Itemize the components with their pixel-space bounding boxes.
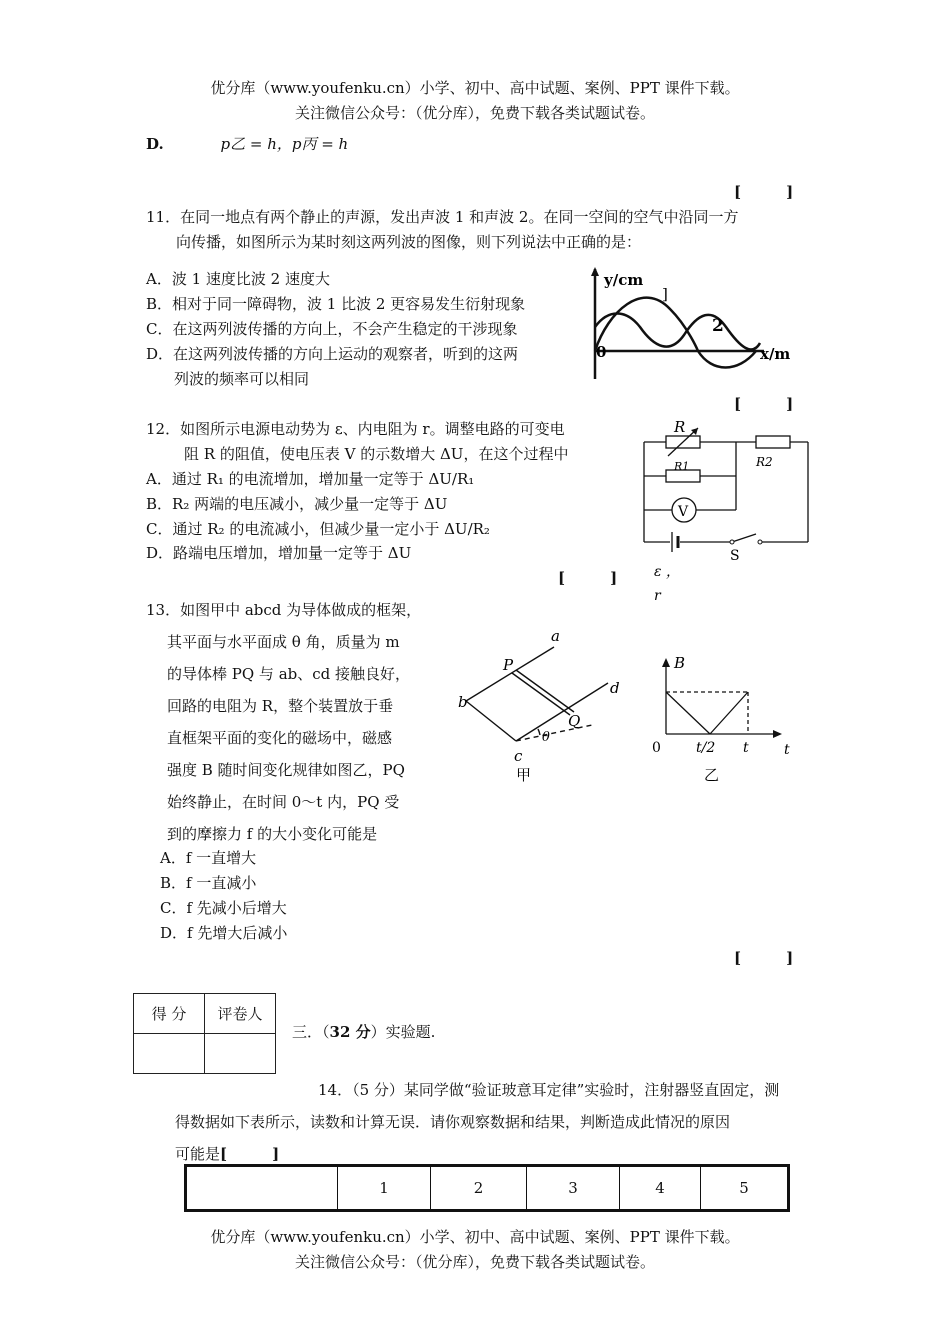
q13-line8: 到的摩擦力 f 的大小变化可能是 <box>167 825 378 843</box>
graph-label-B: B <box>674 654 686 672</box>
graph-label-origin: 0 <box>652 740 661 756</box>
wave-origin-label: 0 <box>596 343 607 361</box>
rail-b-c <box>466 701 516 741</box>
resistor-R2 <box>756 436 790 448</box>
caption-jia: 甲 <box>516 766 532 784</box>
q10-option-d <box>146 133 348 154</box>
label-r: r <box>654 588 661 604</box>
label-P: P <box>503 656 514 674</box>
answer-bracket-q12[interactable]: [ ] <box>558 569 618 587</box>
q12-option-a: A．通过 R₁ 的电流增加，增加量一定等于 ΔU/R₁ <box>146 470 475 488</box>
page-footer-line1: 优分库（www.youfenku.cn）小学、初中、高中试题、案例、PPT 课件下载。 <box>210 1228 740 1246</box>
label-S: S <box>730 548 740 564</box>
switch-S <box>732 534 756 542</box>
label-a: a <box>551 627 560 645</box>
q11-option-d-cont: 列波的频率可以相同 <box>174 370 310 388</box>
label-c: c <box>514 747 523 765</box>
page-header-line1: 优分库（www.youfenku.cn）小学、初中、高中试题、案例、PPT 课件下载。 <box>210 79 740 97</box>
graph-line-up <box>710 692 748 734</box>
score-cell-grader[interactable] <box>205 1034 276 1074</box>
label-R1: R1 <box>674 460 690 473</box>
answer-bracket-q14[interactable]: [ ] <box>220 1145 280 1163</box>
q13-option-a: A．f 一直增大 <box>160 849 257 867</box>
wave-x-label: x/m <box>760 345 791 363</box>
q13-option-b: B．f 一直减小 <box>160 874 257 892</box>
wave-1-curve <box>595 298 698 351</box>
rod-PQ-2 <box>516 670 574 712</box>
answer-bracket-q10[interactable]: [ ] <box>734 183 794 201</box>
q12-stem-line2: 阻 R 的阻值，使电压表 V 的示数增大 ΔU，在这个过程中 <box>184 445 569 463</box>
q11-option-b: B．相对于同一障碍物，波 1 比波 2 更容易发生衍射现象 <box>146 295 526 313</box>
wave-label-2: 2 <box>712 316 724 336</box>
wave-1-tail <box>698 351 756 368</box>
caption-yi: 乙 <box>704 766 720 784</box>
q12-option-b: B．R₂ 两端的电压减小，减少量一定等于 ΔU <box>146 495 448 513</box>
q10-option-d-text: p乙 = h，p丙 = h <box>220 135 349 153</box>
q13-line6: 强度 B 随时间变化规律如图乙，PQ <box>167 761 405 779</box>
rod-PQ-1 <box>512 673 570 715</box>
q11-option-d: D．在这两列波传播的方向上运动的观察者，听到的这两 <box>146 345 519 363</box>
answer-bracket-q11[interactable]: [ ] <box>734 395 794 413</box>
q11-stem-line1: 11．在同一地点有两个静止的声源，发出声波 1 和声波 2。在同一空间的空气中沿同一方 <box>146 208 739 226</box>
label-emf: ε ， <box>654 564 680 580</box>
q14-line2: 得数据如下表所示，读数和计算无误．请你观察数据和结果，判断造成此情况的原因 <box>175 1113 731 1131</box>
label-R2: R2 <box>756 455 773 469</box>
q12-stem-line1: 12．如图所示电源电动势为 ε、内电阻为 r。调整电路的可变电 <box>146 420 565 438</box>
q11-stem-line2: 向传播，如图所示为某时刻这两列波的图像，则下列说法中正确的是： <box>176 233 642 251</box>
label-V: V <box>678 504 689 520</box>
table-header-cell <box>186 1166 338 1211</box>
wave-y-arrow <box>591 267 599 276</box>
section-3-title: 三．（32 分）实验题. <box>292 1023 436 1041</box>
wave-label-1: ] <box>662 285 668 303</box>
q13-option-d: D．f 先增大后减小 <box>160 924 288 942</box>
q14-line3: 可能是[ ] <box>175 1145 280 1163</box>
q11-option-a: A．波 1 速度比波 2 速度大 <box>146 270 330 288</box>
table-header-cell: 5 <box>701 1166 789 1211</box>
q13-frame-figure-jia <box>452 625 627 785</box>
label-R: R <box>674 418 686 436</box>
q13-line5: 直框架平面的变化的磁场中，磁感 <box>167 729 393 747</box>
score-cell-score[interactable] <box>134 1034 205 1074</box>
q13-line7: 始终静止，在时间 0～t 内，PQ 受 <box>167 793 400 811</box>
table-header-cell: 4 <box>620 1166 701 1211</box>
q13-line3: 的导体棒 PQ 与 ab、cd 接触良好， <box>167 665 411 683</box>
table-header-cell: 3 <box>527 1166 620 1211</box>
page-header-line2: 关注微信公众号：（优分库），免费下载各类试题试卷。 <box>294 104 655 122</box>
table-row <box>186 1166 789 1211</box>
theta-arc <box>538 729 540 735</box>
q14-data-table <box>184 1164 790 1212</box>
table-header-cell: 1 <box>338 1166 431 1211</box>
label-theta: θ <box>542 730 550 745</box>
label-Q: Q <box>568 712 581 730</box>
q12-circuit-figure <box>636 418 816 608</box>
graph-label-t-axis: t <box>784 742 790 758</box>
q13-line4: 回路的电阻为 R，整个装置放于垂 <box>167 697 394 715</box>
q12-option-c: C．通过 R₂ 的电流减小，但减少量一定小于 ΔU/R₂ <box>146 520 490 538</box>
q14-line1: 14．（5 分）某同学做“验证玻意耳定律”实验时，注射器竖直固定，测 <box>318 1081 780 1099</box>
q13-option-c: C．f 先减小后增大 <box>160 899 287 917</box>
q13-line1: 13．如图甲中 abcd 为导体做成的框架， <box>146 601 422 619</box>
q12-option-d: D．路端电压增加，增加量一定等于 ΔU <box>146 544 412 562</box>
table-header-cell: 2 <box>431 1166 527 1211</box>
q10-option-d-label: D. <box>146 135 164 153</box>
page-footer-line2: 关注微信公众号：（优分库），免费下载各类试题试卷。 <box>294 1253 655 1271</box>
score-header-score: 得 分 <box>134 994 205 1034</box>
score-table <box>133 993 276 1074</box>
rail-cd <box>516 683 608 741</box>
q13-line2: 其平面与水平面成 θ 角，质量为 m <box>167 633 400 651</box>
answer-bracket-q13[interactable]: [ ] <box>734 949 794 967</box>
q13-graph-figure-yi <box>648 652 798 784</box>
label-b: b <box>458 693 468 711</box>
label-d: d <box>610 679 620 697</box>
graph-line-down <box>666 692 710 734</box>
score-header-grader: 评卷人 <box>205 994 276 1034</box>
q11-wave-figure <box>588 265 810 383</box>
graph-label-t-half: t/2 <box>696 740 716 756</box>
graph-label-t: t <box>743 740 749 756</box>
wave-y-label: y/cm <box>604 271 644 289</box>
q11-option-c: C．在这两列波传播的方向上，不会产生稳定的干涉现象 <box>146 320 518 338</box>
